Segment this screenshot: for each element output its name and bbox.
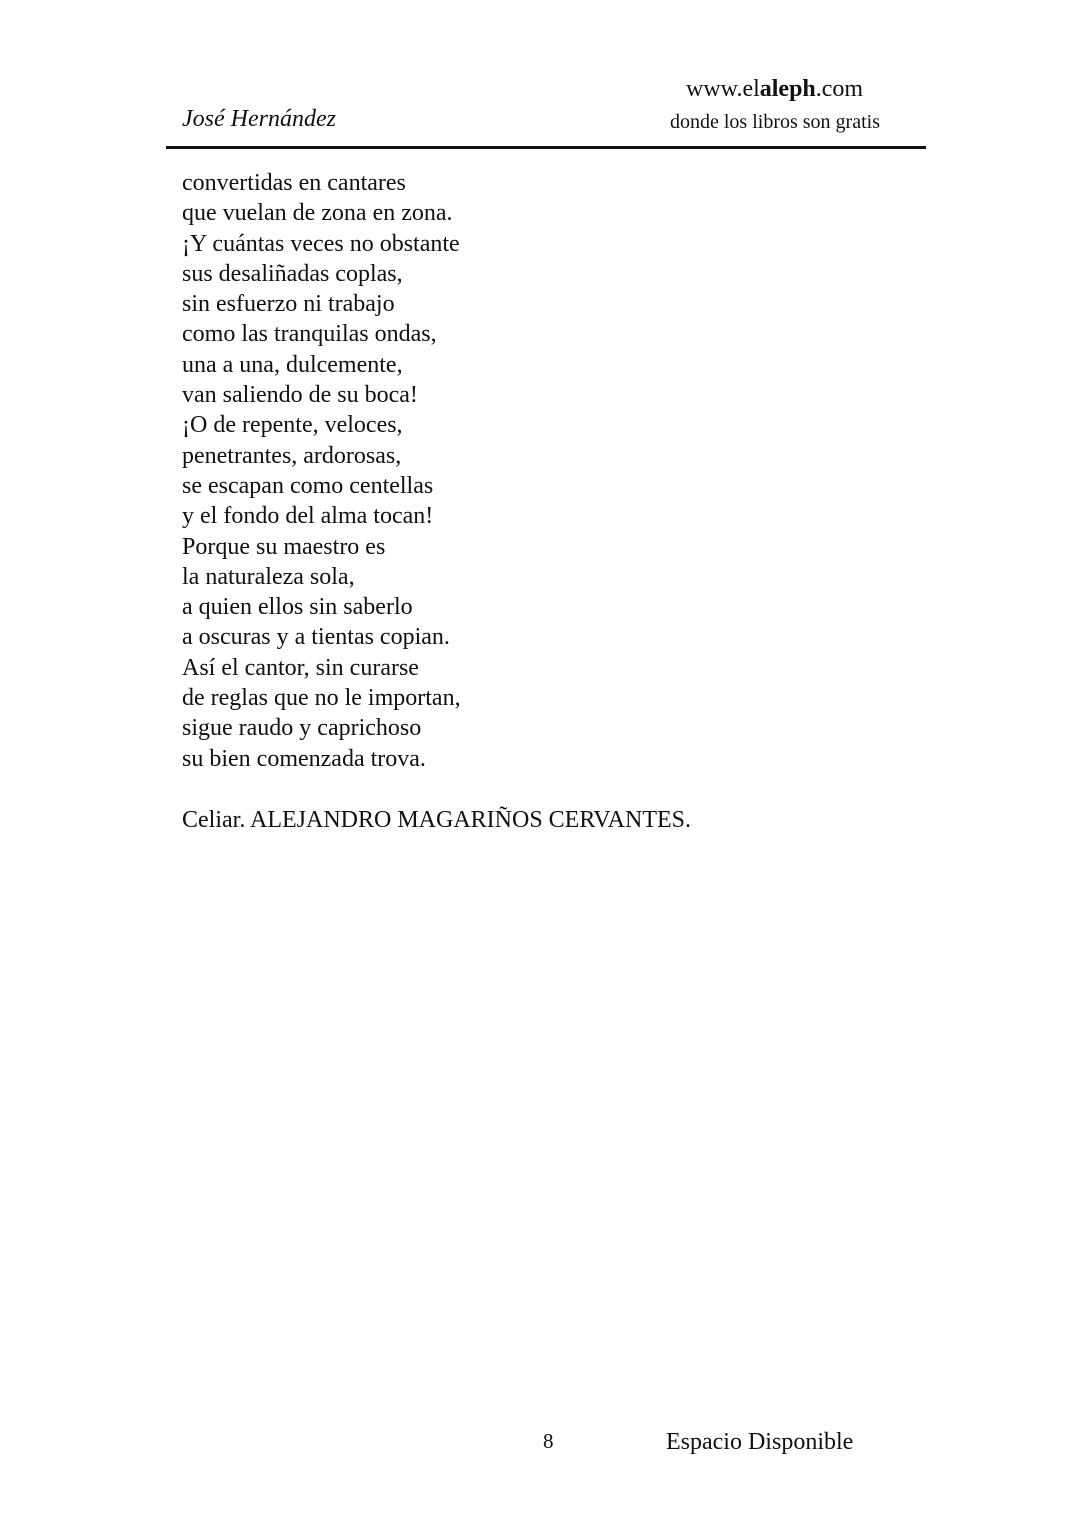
poem-line: penetrantes, ardorosas, bbox=[182, 442, 402, 469]
poem-line: convertidas en cantares bbox=[182, 170, 406, 196]
poem-signature: Celiar. ALEJANDRO MAGARIÑOS CERVANTES. bbox=[182, 807, 691, 833]
poem-line: Porque su maestro es bbox=[182, 533, 386, 560]
poem-line: a quien ellos sin saberlo bbox=[182, 594, 413, 621]
poem-line: sus desaliñadas coplas, bbox=[182, 260, 403, 287]
poem-line: una a una, dulcemente, bbox=[182, 351, 403, 378]
header-site-url bbox=[686, 74, 863, 104]
site-suffix: .com bbox=[815, 76, 864, 102]
page-number: 8 bbox=[543, 1429, 554, 1453]
header-tagline: donde los libros son gratis bbox=[670, 111, 880, 133]
site-bold: aleph bbox=[759, 76, 816, 102]
poem-body bbox=[182, 168, 461, 774]
poem-line: la naturaleza sola, bbox=[182, 563, 355, 590]
poem-line: como las tranquilas ondas, bbox=[182, 321, 437, 348]
poem-line: se escapan como centellas bbox=[182, 472, 434, 499]
poem-line: Así el cantor, sin curarse bbox=[182, 654, 419, 681]
footer-note: Espacio Disponible bbox=[666, 1429, 854, 1455]
poem-line: sigue raudo y caprichoso bbox=[182, 715, 422, 742]
poem-line: sin esfuerzo ni trabajo bbox=[182, 291, 395, 318]
poem-line: y el fondo del alma tocan! bbox=[182, 503, 434, 530]
poem-line: que vuelan de zona en zona. bbox=[182, 200, 453, 227]
site-prefix: www.el bbox=[686, 76, 760, 102]
poem-line: ¡Y cuántas veces no obstante bbox=[182, 230, 460, 257]
poem-line: van saliendo de su boca! bbox=[182, 382, 418, 409]
poem-line: a oscuras y a tientas copian. bbox=[182, 624, 450, 651]
poem-line: de reglas que no le importan, bbox=[182, 685, 461, 712]
header-author: José Hernández bbox=[182, 106, 336, 132]
header-divider bbox=[166, 146, 926, 149]
poem-line: su bien comenzada trova. bbox=[182, 745, 426, 772]
poem-line: ¡O de repente, veloces, bbox=[182, 412, 403, 439]
